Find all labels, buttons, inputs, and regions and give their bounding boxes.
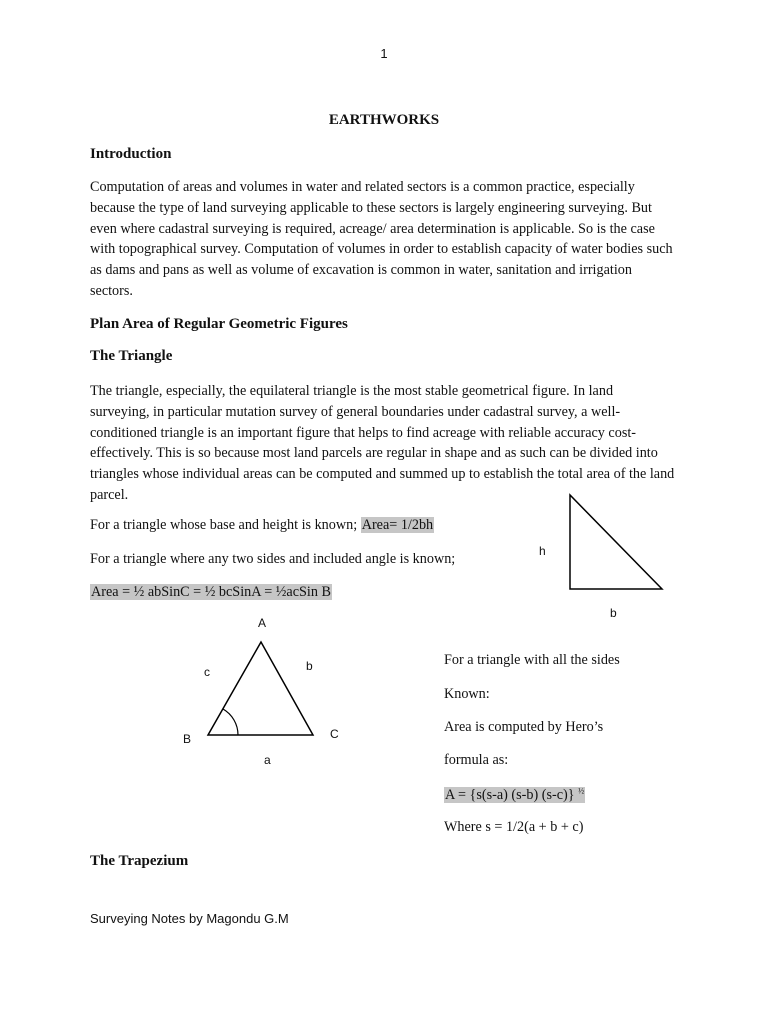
- triangle-heading: The Triangle: [90, 348, 173, 364]
- vertex-label-A: A: [258, 616, 267, 630]
- heron-line-4: formula as:: [444, 752, 509, 768]
- general-triangle: [208, 642, 313, 735]
- triangle-paragraph: The triangle, especially, the equilateral triangle is the most stable geometrical figure. In land surveying, in particular mutation survey of general boundaries under cadastral survey, a well-conditioned triangle is an important figure that helps to find acreage with reliable accuracy cost-effectively. This is so because most land parcels are regular in shape and as such can be divided into triangles whose individual areas can be computed and summed up to establish the total area of the land parcel.: [90, 383, 675, 503]
- vertex-label-C: C: [330, 727, 339, 741]
- heron-where: Where s = 1/2(a + b + c): [444, 819, 584, 835]
- trapezium-heading: The Trapezium: [90, 853, 189, 869]
- side-label-c: c: [204, 665, 210, 679]
- sine-formula: Area = ½ abSinC = ½ bcSinA = ½acSin B: [91, 584, 331, 600]
- intro-heading: Introduction: [90, 146, 172, 162]
- heron-line-1: For a triangle with all the sides: [444, 652, 620, 668]
- heron-formula-text: A = {s(s-a) (s-b) (s-c)}: [445, 786, 575, 803]
- heron-formula: [444, 787, 585, 803]
- base-height-text: For a triangle whose base and height is known;: [90, 517, 361, 533]
- angle-arc: [223, 709, 238, 735]
- section-heading: Plan Area of Regular Geometric Figures: [90, 316, 348, 332]
- document-title: EARTHWORKS: [328, 112, 440, 128]
- heron-line-3: Area is computed by Hero’s: [444, 719, 604, 735]
- side-label-a: a: [264, 753, 271, 767]
- intro-paragraph: Computation of areas and volumes in water and related sectors is a common practice, especially because the type of land surveying applicable to these sectors is largely engineering surveying. But even where cadastral surveying is required, acreage/ area determination is applicable. So is the case with topographical survey. Computation of volumes in order to establish capacity of water bodies such as dams and pans as well as volume of excavation is common in water, sanitation and irrigation sectors.: [90, 179, 673, 299]
- footer: Surveying Notes by Magondu G.M: [90, 911, 289, 926]
- heron-exponent: ½: [578, 786, 585, 795]
- vertex-label-B: B: [183, 732, 192, 746]
- two-sides-line: For a triangle where any two sides and included angle is known;: [90, 551, 456, 567]
- right-triangle: [570, 495, 662, 589]
- base-height-formula: Area= 1/2bh: [361, 517, 434, 533]
- page-number: 1: [380, 46, 388, 61]
- right-triangle-label-b: b: [610, 606, 617, 620]
- right-triangle-label-h: h: [539, 544, 546, 558]
- side-label-b: b: [306, 659, 313, 673]
- heron-line-2: Known:: [444, 686, 490, 702]
- heron-formula-line: [444, 786, 585, 804]
